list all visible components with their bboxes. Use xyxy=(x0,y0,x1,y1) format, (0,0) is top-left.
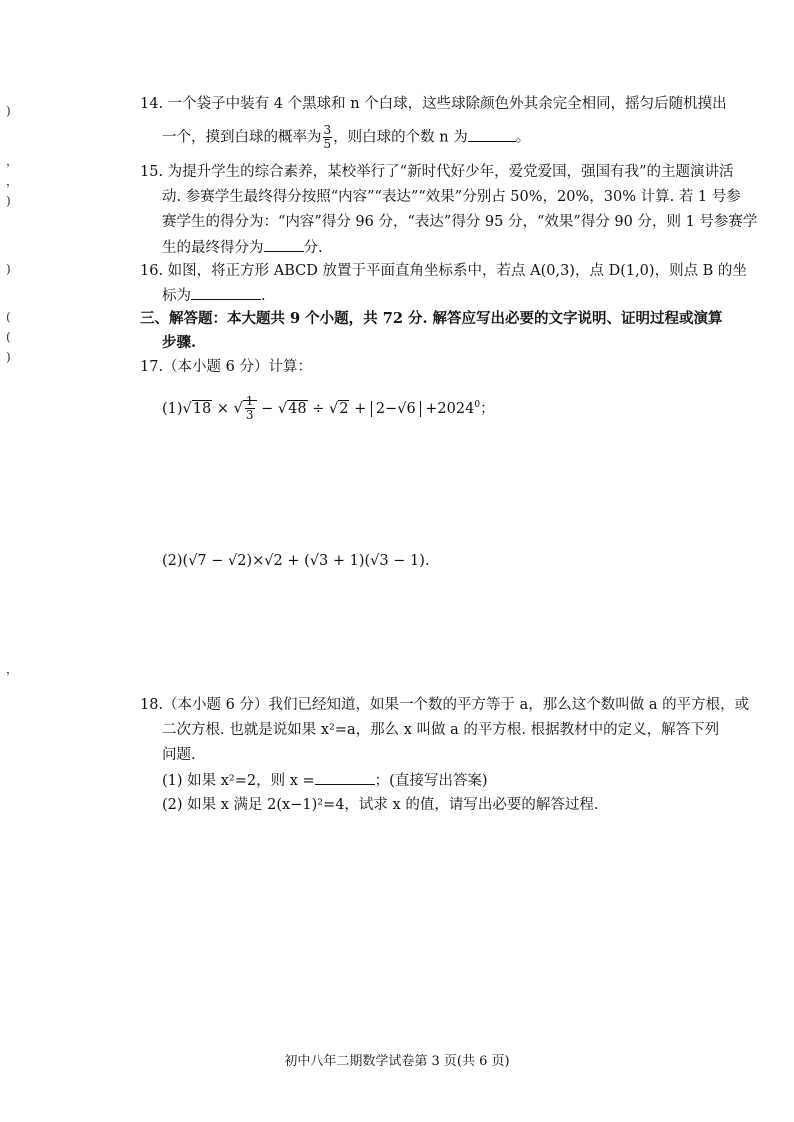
margin-mark: ) xyxy=(6,194,11,208)
q16-text-b: . xyxy=(261,288,266,304)
q15-line1: 15. 为提升学生的综合素养，某校举行了“新时代好少年，爱党爱国，强国有我”的主题演讲活 xyxy=(140,164,734,180)
q14-line1: 14. 一个袋子中装有 4 个黑球和 n 个白球，这些球除颜色外其余完全相同，摇匀后随机摸出 xyxy=(140,96,727,112)
sqrt-48: √48 xyxy=(277,400,307,417)
q14-frac-den: 5 xyxy=(323,137,332,151)
q15-line4 xyxy=(162,237,323,258)
q18-part2: (2) 如果 x 满足 2(x−1)²=4，试求 x 的值，请写出必要的解答过程. xyxy=(162,797,599,813)
q18-p1-text-a: (1) 如果 x²=2，则 x = xyxy=(162,773,315,789)
section3-heading-line1: 三、解答题：本大题共 9 个小题，共 72 分. 解答应写出必要的文字说明、证明过程或演算 xyxy=(140,310,723,327)
sqrt-2: √2 xyxy=(328,400,349,417)
q17-part2: (2)(√7 − √2)×√2 + (√3 + 1)(√3 − 1). xyxy=(162,553,430,569)
margin-mark: ， xyxy=(6,174,19,188)
q14-frac-num: 3 xyxy=(323,123,332,137)
q17-p1-label: (1) xyxy=(162,400,183,417)
q14-text-b: ，则白球的个数 n 为 xyxy=(333,129,468,146)
q15-text-a: 生的最终得分为 xyxy=(162,240,264,256)
q16-text-a: 标为 xyxy=(162,288,191,304)
margin-mark: ) xyxy=(6,350,11,364)
margin-mark: ， xyxy=(6,154,19,168)
page-footer: 初中八年二期数学试卷第 3 页(共 6 页) xyxy=(284,1054,510,1069)
absolute-value: 2−√6 xyxy=(371,401,421,417)
q16-answer-blank[interactable] xyxy=(191,285,261,300)
q14-line2 xyxy=(162,124,530,151)
q16-line1: 16. 如图，将正方形 ABCD 放置于平面直角坐标系中，若点 A(0,3)，点 D(1,0)，则点 B 的坐 xyxy=(140,263,747,279)
q15-text-b: 分. xyxy=(303,240,323,256)
margin-mark: ) xyxy=(6,262,11,276)
q18-answer-blank[interactable] xyxy=(315,770,375,785)
binding-margin-marks xyxy=(6,0,26,700)
q15-answer-blank[interactable] xyxy=(264,237,304,252)
q17-title: 17.（本小题 6 分）计算： xyxy=(140,359,313,375)
q17-frac: $\frac{1}{3}$ xyxy=(245,394,254,423)
q15-line3: 赛学生的得分为：“内容”得分 96 分，“表达”得分 95 分，“效果”得分 90 分，则 1 号参赛学 xyxy=(162,214,758,230)
margin-mark: ( xyxy=(6,310,11,324)
exponent: 0 xyxy=(474,400,481,410)
q15-line2: 动. 参赛学生最终得分按照“内容”“表达”“效果”分别占 50%，20%，30% 计算. 若 1 号参 xyxy=(162,189,741,205)
q16-line2 xyxy=(162,285,266,306)
q17-part1: (1)√18 × √ $\frac{1}{3}$ − $√48 \div √2 + 2-√6 +2024^0$； xyxy=(162,394,495,423)
q14-fraction xyxy=(323,124,333,151)
q18-line3: 问题. xyxy=(162,747,196,763)
q14-text-a: 一个，摸到白球的概率为 xyxy=(162,129,322,146)
margin-mark: ， xyxy=(6,662,19,676)
sqrt-one-third: √ $\frac{1}{3}$ xyxy=(234,395,257,422)
margin-mark: ( xyxy=(6,330,11,344)
q14-answer-blank[interactable] xyxy=(468,127,516,142)
q18-line2: 二次方根. 也就是说如果 x²=a，那么 x 叫做 a 的平方根. 根据教材中的定义，解答下列 xyxy=(162,722,720,738)
section3-heading-line2: 步骤. xyxy=(162,334,197,351)
sqrt-18: √18 xyxy=(182,400,212,417)
q18-part1 xyxy=(162,770,488,791)
margin-mark: ) xyxy=(6,104,11,118)
q14-text-c: 。 xyxy=(515,129,531,146)
q18-p1-text-b: ；(直接写出答案) xyxy=(374,773,488,789)
q18-line1: 18.（本小题 6 分）我们已经知道，如果一个数的平方等于 a，那么这个数叫做 a 的平方根，或 xyxy=(140,697,750,713)
